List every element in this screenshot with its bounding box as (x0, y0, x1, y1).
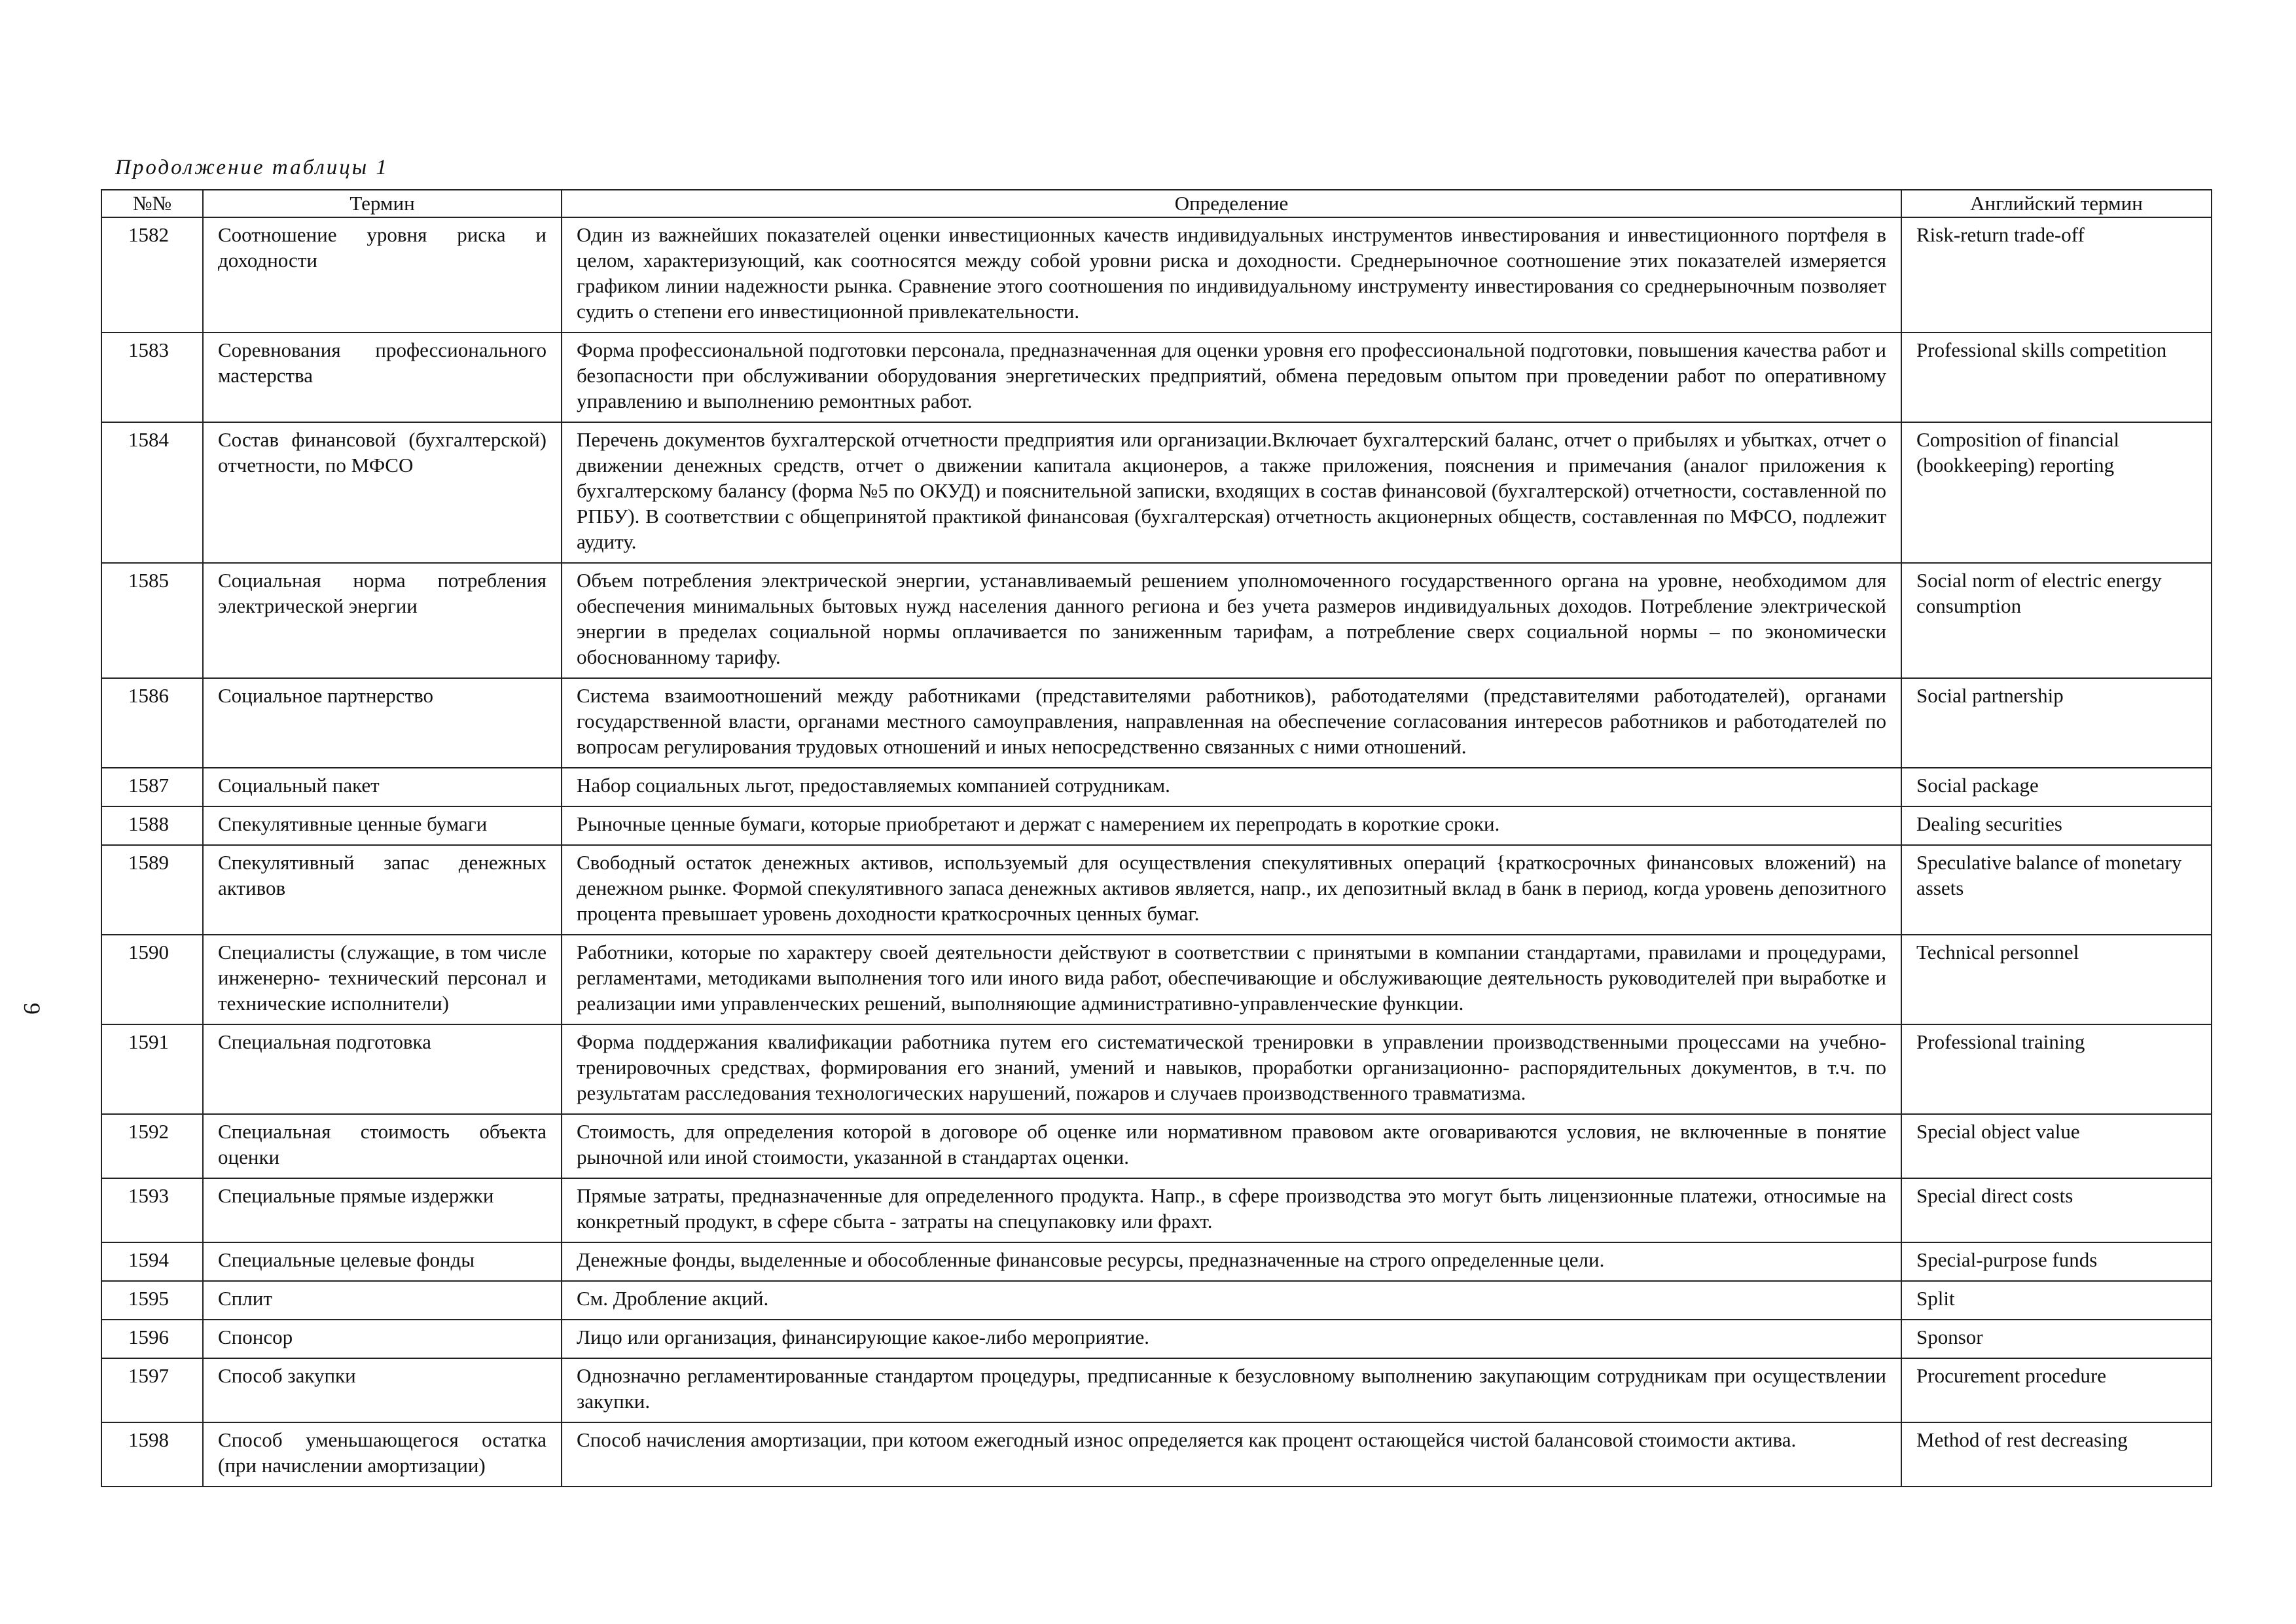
table-row (101, 1320, 2212, 1358)
definition-cell: Работники, которые по характеру своей деятельности действуют в соответствии с принятыми в компании стандартами, правилами и процедурами, регламентами, методиками выполнения того или иного вида работ, обеспечивающие и обслуживающие деятельность руководителей при выработке и реализации ими управленческих решений, выполняющие административно-управленческие функции. (562, 935, 1901, 1024)
table-row (101, 806, 2212, 845)
definition-cell: Денежные фонды, выделенные и обособленные финансовые ресурсы, предназначенные на строго определенные цели. (562, 1242, 1901, 1281)
header-number: №№ (101, 190, 203, 217)
table-row (101, 1242, 2212, 1281)
english-term-cell: Dealing securities (1901, 806, 2212, 845)
glossary-table (101, 189, 2212, 1487)
table-row (101, 217, 2212, 333)
row-number: 1585 (101, 563, 203, 678)
definition-cell: Лицо или организация, финансирующие какое-либо мероприятие. (562, 1320, 1901, 1358)
definition-cell: Способ начисления амортизации, при котоом ежегодный износ определяется как процент остающейся чистой балансовой стоимости актива. (562, 1422, 1901, 1487)
header-term: Термин (203, 190, 562, 217)
header-english-term: Английский термин (1901, 190, 2212, 217)
term-cell: Способ уменьшающегося остатка (при начислении амортизации) (203, 1422, 562, 1487)
definition-cell: Свободный остаток денежных активов, используемый для осуществления спекулятивных операций {краткосрочных финансовых вложений) на денежном рынке. Формой спекулятивного запаса денежных активов является, напр., их депозитный вклад в банк в период, когда уровень депозитного процента превышает уровень доходности краткосрочных ценных бумаг. (562, 845, 1901, 935)
header-row (101, 190, 2212, 217)
term-cell: Специальные целевые фонды (203, 1242, 562, 1281)
definition-cell: Один из важнейших показателей оценки инвестиционных качеств индивидуальных инструментов инвестирования и инвестиционного портфеля в целом, характеризующий, как соотносятся между собой уровни риска и доходности. Среднерыночное соотношение этих показателей измеряется графиком линии надежности рынка. Сравнение этого соотношения по индивидуальному инструменту инвестирования со среднерыночным позволяет судить о степени его инвестиционной привлекательности. (562, 217, 1901, 333)
term-cell: Соревнования профессионального мастерства (203, 333, 562, 422)
table-row (101, 768, 2212, 806)
table-row (101, 563, 2212, 678)
definition-cell: Однозначно регламентированные стандартом процедуры, предписанные к безусловному выполнению закупающим сотрудникам при осуществлении закупки. (562, 1358, 1901, 1422)
row-number: 1596 (101, 1320, 203, 1358)
table-row (101, 422, 2212, 563)
table-row (101, 1024, 2212, 1114)
row-number: 1587 (101, 768, 203, 806)
english-term-cell: Special direct costs (1901, 1178, 2212, 1242)
definition-cell: Перечень документов бухгалтерской отчетности предприятия или организации.Включает бухгалтерский баланс, отчет о прибылях и убытках, отчет о движении денежных средств, отчет о движении капитала акционеров, а также приложения, пояснения и примечания (аналог приложения к бухгалтерскому балансу (форма №5 по ОКУД) и пояснительной записки, входящих в состав финансовой (бухгалтерской) отчетности, составленной по РПБУ). В соответствии с общепринятой практикой финансовая (бухгалтерская) отчетность акционерных обществ, составленная по МФСО, подлежит аудиту. (562, 422, 1901, 563)
row-number: 1598 (101, 1422, 203, 1487)
english-term-cell: Sponsor (1901, 1320, 2212, 1358)
table-row (101, 1281, 2212, 1320)
english-term-cell: Professional training (1901, 1024, 2212, 1114)
term-cell: Спекулятивный запас денежных активов (203, 845, 562, 935)
english-term-cell: Social norm of electric energy consumption (1901, 563, 2212, 678)
row-number: 1597 (101, 1358, 203, 1422)
row-number: 1595 (101, 1281, 203, 1320)
english-term-cell: Special-purpose funds (1901, 1242, 2212, 1281)
row-number: 1594 (101, 1242, 203, 1281)
row-number: 1588 (101, 806, 203, 845)
term-cell: Сплит (203, 1281, 562, 1320)
english-term-cell: Split (1901, 1281, 2212, 1320)
definition-cell: См. Дробление акций. (562, 1281, 1901, 1320)
term-cell: Соотношение уровня риска и доходности (203, 217, 562, 333)
definition-cell: Рыночные ценные бумаги, которые приобретают и держат с намерением их перепродать в короткие сроки. (562, 806, 1901, 845)
english-term-cell: Social partnership (1901, 678, 2212, 768)
english-term-cell: Method of rest decreasing (1901, 1422, 2212, 1487)
header-definition: Определение (562, 190, 1901, 217)
term-cell: Способ закупки (203, 1358, 562, 1422)
english-term-cell: Special object value (1901, 1114, 2212, 1178)
term-cell: Специальная стоимость объекта оценки (203, 1114, 562, 1178)
term-cell: Специалисты (служащие, в том числе инженерно- технический персонал и технические исполнители) (203, 935, 562, 1024)
term-cell: Социальная норма потребления электрической энергии (203, 563, 562, 678)
table-row (101, 845, 2212, 935)
row-number: 1586 (101, 678, 203, 768)
row-number: 1590 (101, 935, 203, 1024)
table-row (101, 935, 2212, 1024)
definition-cell: Стоимость, для определения которой в договоре об оценке или нормативном правовом акте оговариваются условия, не включенные в понятие рыночной или иной стоимости, указанной в стандартах оценки. (562, 1114, 1901, 1178)
table-row (101, 1178, 2212, 1242)
definition-cell: Форма поддержания квалификации работника путем его систематической тренировки в управлении производственными процессами на учебно-тренировочных средствах, формирования его знаний, умений и навыков, проработки организационно- распорядительных документов, в т.ч. по результатам расследования технологических нарушений, пожаров и случаев производственного травматизма. (562, 1024, 1901, 1114)
table-row (101, 1358, 2212, 1422)
row-number: 1584 (101, 422, 203, 563)
table-row (101, 1114, 2212, 1178)
english-term-cell: Risk-return trade-off (1901, 217, 2212, 333)
row-number: 1583 (101, 333, 203, 422)
english-term-cell: Composition of financial (bookkeeping) reporting (1901, 422, 2212, 563)
definition-cell: Набор социальных льгот, предоставляемых компанией сотрудникам. (562, 768, 1901, 806)
definition-cell: Форма профессиональной подготовки персонала, предназначенная для оценки уровня его профессиональной подготовки, повышения качества работ и безопасности при обслуживании оборудования энергетических предприятий, обмена передовым опытом при проведении работ по оперативному управлению и выполнению ремонтных работ. (562, 333, 1901, 422)
term-cell: Состав финансовой (бухгалтерской) отчетности, по МФСО (203, 422, 562, 563)
term-cell: Социальное партнерство (203, 678, 562, 768)
english-term-cell: Technical personnel (1901, 935, 2212, 1024)
row-number: 1589 (101, 845, 203, 935)
page-number: 9 (19, 1003, 45, 1015)
table-row (101, 678, 2212, 768)
definition-cell: Прямые затраты, предназначенные для определенного продукта. Напр., в сфере производства это могут быть лицензионные платежи, относимые на конкретный продукт, в сфере сбыта - затраты на спецупаковку или фрахт. (562, 1178, 1901, 1242)
english-term-cell: Social package (1901, 768, 2212, 806)
definition-cell: Объем потребления электрической энергии, устанавливаемый решением уполномоченного государственного органа на уровне, необходимом для обеспечения минимальных бытовых нужд населения данного региона и без учета размеров индивидуальных доходов. Потребление электрической энергии в пределах социальной нормы оплачивается по заниженным тарифам, а потребление сверх социальной нормы – по экономически обоснованному тарифу. (562, 563, 1901, 678)
english-term-cell: Professional skills competition (1901, 333, 2212, 422)
table-row (101, 1422, 2212, 1487)
term-cell: Спекулятивные ценные бумаги (203, 806, 562, 845)
term-cell: Специальная подготовка (203, 1024, 562, 1114)
definition-cell: Система взаимоотношений между работниками (представителями работников), работодателями (представителями работодателей), органами государственной власти, органами местного самоуправления, направленная на обеспечение согласования интересов работников и работодателей по вопросам регулирования трудовых отношений и иных непосредственно связанных с ними отношений. (562, 678, 1901, 768)
table-row (101, 333, 2212, 422)
term-cell: Спонсор (203, 1320, 562, 1358)
row-number: 1593 (101, 1178, 203, 1242)
row-number: 1592 (101, 1114, 203, 1178)
english-term-cell: Procurement procedure (1901, 1358, 2212, 1422)
english-term-cell: Speculative balance of monetary assets (1901, 845, 2212, 935)
term-cell: Социальный пакет (203, 768, 562, 806)
term-cell: Специальные прямые издержки (203, 1178, 562, 1242)
table-caption: Продолжение таблицы 1 (115, 156, 389, 179)
row-number: 1582 (101, 217, 203, 333)
row-number: 1591 (101, 1024, 203, 1114)
